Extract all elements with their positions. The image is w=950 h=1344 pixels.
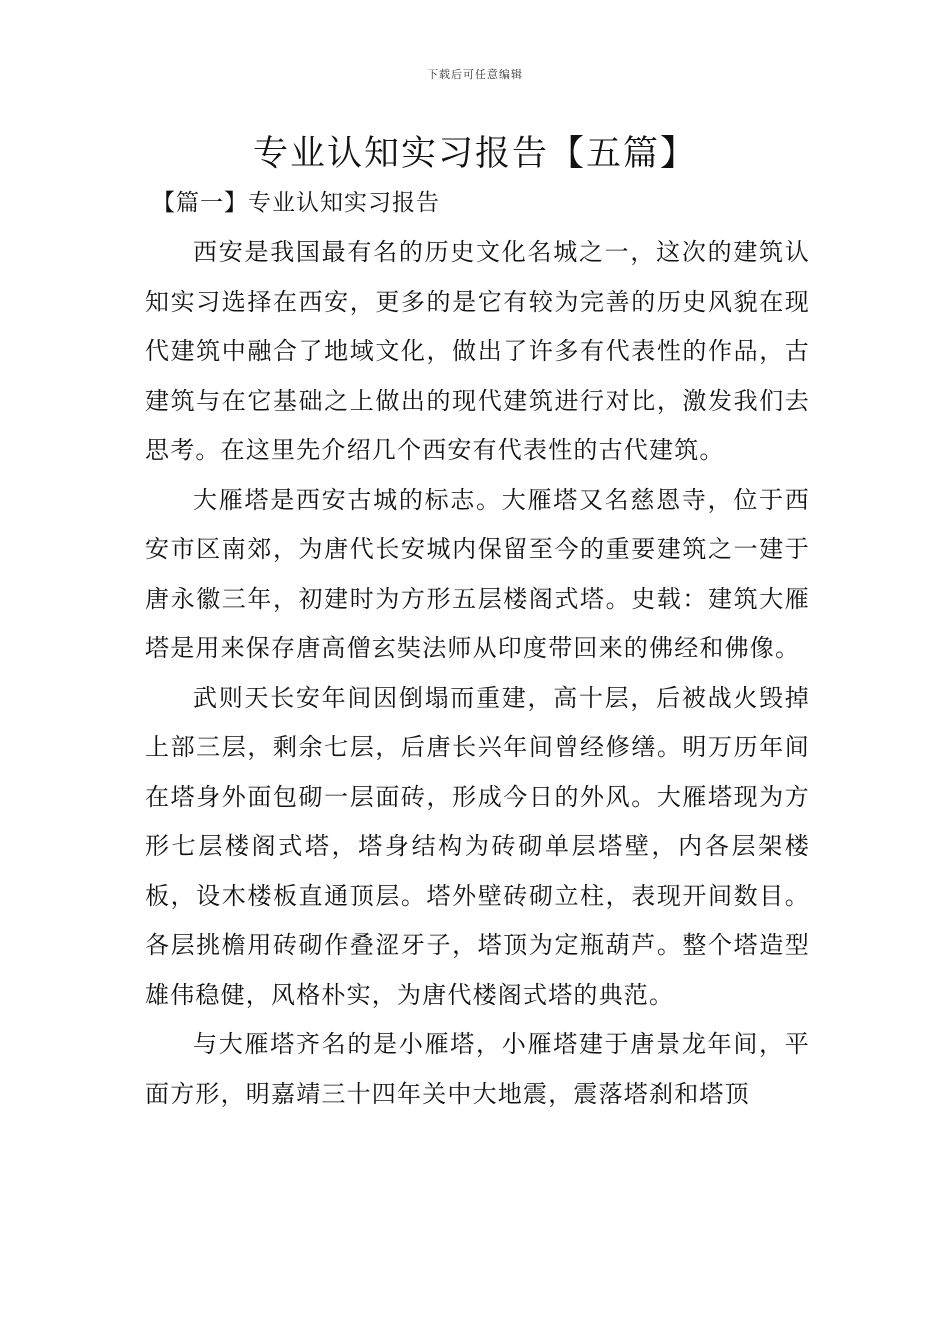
paragraph-4: 与大雁塔齐名的是小雁塔，小雁塔建于唐景龙年间，平面方形，明嘉靖三十四年关中大地震，震落塔刹和塔顶 xyxy=(145,1030,810,1108)
paragraph-2: 大雁塔是西安古城的标志。大雁塔又名慈恩寺，位于西安市区南郊，为唐代长安城内保留至今的重要建筑之一建于唐永徽三年，初建时为方形五层楼阁式塔。史载：建筑大雁塔是用来保存唐高僧玄奘法师从印度带回来的佛经和佛像。 xyxy=(145,485,810,662)
header-note: 下载后可任意编辑 xyxy=(427,68,523,81)
paragraph-3: 武则天长安年间因倒塌而重建，高十层，后被战火毁掉上部三层，剩余七层，后唐长兴年间曾经修缮。明万历年间在塔身外面包砌一层面砖，形成今日的外风。大雁塔现为方形七层楼阁式塔，塔身结构为砖砌单层塔壁，内各层架楼板，设木楼板直通顶层。塔外壁砖砌立柱，表现开间数目。各层挑檐用砖砌作叠涩牙子，塔顶为定瓶葫芦。整个塔造型雄伟稳健，风格朴实，为唐代楼阁式塔的典范。 xyxy=(145,683,810,1009)
document-title: 专业认知实习报告【五篇】 xyxy=(252,134,697,174)
body-text xyxy=(145,228,810,1119)
paragraph-1: 西安是我国最有名的历史文化名城之一，这次的建筑认知实习选择在西安，更多的是它有较为完善的历史风貌在现代建筑中融合了地域文化，做出了许多有代表性的作品，古建筑与在它基础之上做出的现代建筑进行对比，激发我们去思考。在这里先介绍几个西安有代表性的古代建筑。 xyxy=(145,238,810,464)
section-heading: 【篇一】专业认知实习报告 xyxy=(152,190,440,216)
